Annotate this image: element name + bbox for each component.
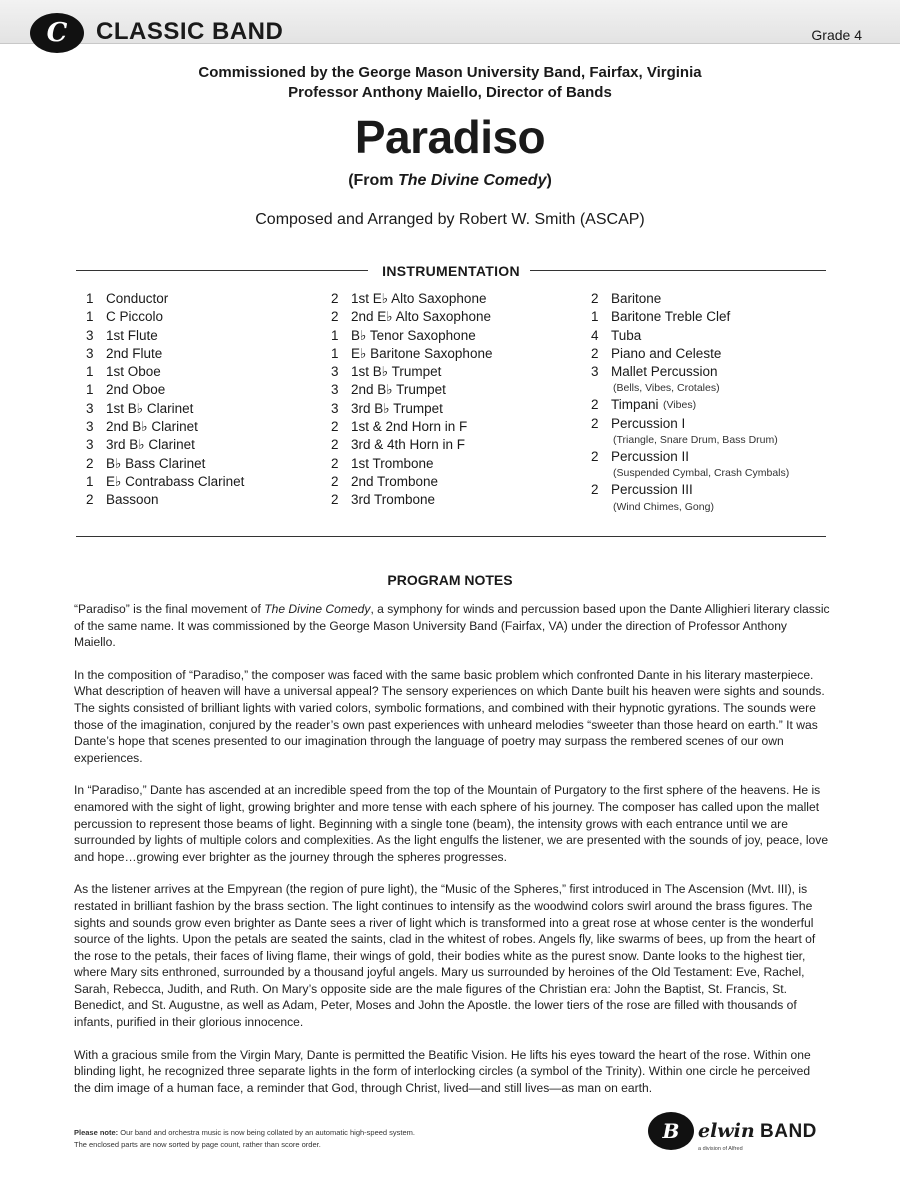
instrument-quantity: 2 (591, 415, 599, 431)
instrument-name: Bassoon (106, 492, 159, 508)
instrument-quantity: 1 (86, 291, 94, 306)
instrument-quantity: 1 (331, 327, 339, 343)
belwin-band-word: BAND (760, 1121, 817, 1142)
classic-band-logo (30, 13, 84, 53)
instrument-row (331, 308, 561, 326)
footer-note-text-2: The enclosed parts are now sorted by page count, rather than score order. (74, 1140, 321, 1149)
logo-letter: C (46, 18, 68, 48)
program-notes (74, 601, 830, 1112)
instrument-quantity: 3 (331, 400, 339, 416)
header-bar (0, 0, 900, 58)
notes-p1-text-b: , a symphony for winds and percussion based upon the Dante Allighieri literary classic of the same name. It was commissioned by the George Mason University Band (Fairfax, VA) under the direction of Professor Anthony Maiello. (74, 602, 830, 650)
instrument-row (591, 363, 831, 381)
instrument-quantity: 2 (591, 482, 599, 498)
instrument-name: 2nd Trombone (351, 473, 439, 489)
instrument-row (86, 290, 286, 308)
instrument-name: Mallet Percussion (611, 364, 718, 380)
instrument-name: 2nd B♭ Trumpet (351, 382, 446, 398)
instrumentation-divider (76, 263, 826, 277)
instrument-name: 2nd Oboe (106, 382, 166, 398)
instrument-quantity: 2 (331, 473, 339, 489)
instrument-row (591, 345, 831, 363)
footer-note-text-1: Our band and orchestra music is now being collated by an automatic high-speed system. (118, 1128, 416, 1137)
instrument-name: Percussion III (611, 482, 693, 498)
instrument-quantity: 2 (331, 309, 339, 325)
instrument-quantity: 1 (86, 382, 94, 398)
notes-paragraph-4: As the listener arrives at the Empyrean (the region of pure light), the “Music of the Spheres,” first introduced in The Ascension (Mvt. III), is restated in brilliant fashion by the brass section. The light continues to intensify as the woodwind colors swirl around the brass figures. The sights and sounds grow even brighter as Dante sees a river of light which is transformed into a great rose at whose center is the wonderful source of the lights. Upon the petals are seated the saints, clad in the whitest of robes. Angels fly, like swarms of bees, up from the heart of the rose to the petals, their faces of living flame, their wings of gold, their bodies white as the purest snow. Dante looks to the highest tier, where Mary sits enthroned, surrounded by a thousand joyful angels. Mary us surrounded by heroines of the Old Testament: Eve, Rachel, Sarah, Rebecca, Judith, and Ruth. On Mary’s opposite side are the male figures of the Christian era: John the Baptist, St. Francis, St. Benedict, and St. Augustne, as well as Adam, Peter, Moses and John the Apostle. the lower tiers of the rose are filled with thousands of infants, purified in their glorious innocence. (74, 882, 816, 1030)
subtitle-work: The Divine Comedy (397, 172, 547, 189)
notes-p1-italic: The Divine Comedy (264, 602, 371, 616)
instrument-row (331, 418, 561, 436)
commission-line-2: Professor Anthony Maiello, Director of Bands (288, 84, 612, 101)
instrument-quantity: 2 (591, 397, 599, 413)
instrumentation-bottom-rule (76, 536, 826, 537)
instrument-note: (Triangle, Snare Drum, Bass Drum) (613, 434, 778, 447)
notes-paragraph-1 (74, 601, 830, 651)
instrument-row (331, 381, 561, 399)
program-notes-heading: PROGRAM NOTES (387, 572, 513, 588)
instrument-quantity: 2 (591, 449, 599, 465)
instrumentation-column-2 (331, 290, 561, 510)
instrument-quantity: 1 (591, 309, 599, 325)
instrument-quantity: 2 (331, 437, 339, 453)
instrument-name: Conductor (106, 291, 169, 306)
instrument-quantity: 3 (331, 364, 339, 380)
instrument-row (591, 396, 831, 414)
instrument-quantity: 3 (86, 345, 94, 361)
notes-paragraph-2: In the composition of “Paradiso,” the composer was faced with the same basic problem which confronted Dante in his literary masterpiece. What description of heaven will have a universal appeal? The sensory experiences on which Dante built his heaven were sights and sounds. The sights consisted of brilliant lights with varied colors, symbolic formations, and combined with their hypnotic gyrations. The sounds were those of the imagination, conjured by the reader’s own past experiences with unheard melodies “sweeter than those heard on earth.” It was Dante’s hope that scenes presented to our imagination through the language of poetry may surpass the rembered scenes of our own experiences. (74, 667, 825, 765)
instrument-row (591, 308, 831, 326)
instrument-note: (Suspended Cymbal, Crash Cymbals) (613, 467, 790, 480)
instrument-row (591, 290, 831, 308)
footer-note (74, 1127, 554, 1151)
instrument-row (331, 473, 561, 491)
instrument-row (591, 481, 831, 499)
instrument-row (86, 473, 286, 491)
instrument-row (331, 400, 561, 418)
instrument-quantity: 2 (331, 455, 339, 471)
series-title: CLASSIC BAND (96, 18, 284, 45)
instrument-row (591, 448, 831, 466)
instrument-quantity: 2 (86, 455, 94, 471)
instrument-row (331, 436, 561, 454)
instrument-inline-note: (Vibes) (663, 399, 697, 412)
instrument-row (86, 363, 286, 381)
instrument-name: Baritone Treble Clef (611, 309, 731, 325)
instrument-name: Percussion I (611, 415, 686, 431)
instrument-quantity: 2 (331, 291, 339, 306)
belwin-logo-letter: B (662, 1119, 680, 1143)
instrument-row (591, 415, 831, 433)
commission-block (0, 63, 900, 103)
instrument-quantity: 3 (591, 364, 599, 380)
instrument-note: (Wind Chimes, Gong) (613, 500, 714, 513)
footer-note-label: Please note: (74, 1128, 119, 1137)
belwin-division-text: a division of Alfred (698, 1146, 743, 1152)
instrument-name: 1st E♭ Alto Saxophone (351, 291, 487, 306)
instrument-quantity: 1 (86, 473, 94, 489)
instrument-row (591, 327, 831, 345)
instrument-row (86, 455, 286, 473)
instrumentation-column-3 (591, 290, 831, 515)
instrument-name: 1st Trombone (351, 455, 434, 471)
instrument-quantity: 1 (331, 345, 339, 361)
subtitle-prefix: (From (348, 172, 398, 189)
instrument-quantity: 2 (331, 419, 339, 435)
instrument-row (86, 400, 286, 418)
instrument-name: 3rd B♭ Clarinet (106, 437, 195, 453)
instrument-quantity: 3 (86, 327, 94, 343)
belwin-band-logo (648, 1110, 838, 1160)
instrument-name: 1st B♭ Trumpet (351, 364, 442, 380)
instrument-quantity: 2 (591, 291, 599, 306)
instrument-name: B♭ Tenor Saxophone (351, 327, 476, 343)
subtitle (0, 172, 900, 190)
instrument-name: 2nd B♭ Clarinet (106, 419, 198, 435)
instrument-name: 1st Flute (106, 327, 158, 343)
instrument-row (86, 327, 286, 345)
instrument-row (331, 491, 561, 509)
instrument-row (331, 327, 561, 345)
instrument-name: 3rd Trombone (351, 492, 436, 508)
instrument-quantity: 2 (591, 345, 599, 361)
instrument-row (331, 345, 561, 363)
instrument-quantity: 3 (331, 382, 339, 398)
instrument-name: 2nd E♭ Alto Saxophone (351, 309, 491, 325)
instrument-quantity: 1 (86, 364, 94, 380)
subtitle-suffix: ) (546, 172, 552, 189)
instrument-name: 1st & 2nd Horn in F (351, 419, 468, 435)
instrument-name: 2nd Flute (106, 345, 163, 361)
instrument-quantity: 3 (86, 419, 94, 435)
instrument-row (86, 345, 286, 363)
instrument-name: 3rd B♭ Trumpet (351, 400, 443, 416)
commission-line-1: Commissioned by the George Mason University Band, Fairfax, Virginia (198, 64, 702, 81)
instrument-row (86, 381, 286, 399)
instrument-row (331, 455, 561, 473)
grade-label: Grade 4 (811, 27, 862, 43)
instrument-name: Timpani (611, 397, 659, 413)
instrument-row (86, 491, 286, 509)
instrument-quantity: 1 (86, 309, 94, 325)
notes-paragraph-5: With a gracious smile from the Virgin Mary, Dante is permitted the Beatific Vision. He lifts his eyes toward the heart of the rose. Within one blinding light, he recognized three separate lights in the form of interlocking circles (a symbol of the Trinity). Within one circle he perceived the dim image of a human face, a reminder that God, through Christ, lived—and still lives—as man on earth. (74, 1047, 811, 1095)
instrument-name: Tuba (611, 327, 642, 343)
belwin-wordmark: elwin (698, 1120, 755, 1142)
notes-paragraph-3: In “Paradiso,” Dante has ascended at an incredible speed from the top of the Mountain of Purgatory to the first sphere of the heavens. He is enamored with the sight of light, growing brighter and more tense with each sphere of his journey. The composer has called upon the mallet percussion to represent those beams of light. Beginning with a single tone (beam), the intensity grows with each entrance until we are surrounded by lights of multiple colors and complexities. As the light engulfs the listener, we are presented with the sounds of joy, peace, love and hope…growing ever brighter as the journey through the spheres progresses. (74, 783, 829, 864)
belwin-logo-mark (648, 1112, 694, 1150)
page-title: Paradiso (354, 111, 546, 163)
instrument-name: Percussion II (611, 449, 690, 465)
instrument-quantity: 2 (86, 492, 94, 508)
instrument-note: (Bells, Vibes, Crotales) (613, 382, 720, 395)
instrument-name: B♭ Bass Clarinet (106, 455, 206, 471)
instrument-row (86, 436, 286, 454)
instrument-row (331, 290, 561, 308)
notes-p1-text-a: “Paradiso” is the final movement of (74, 602, 265, 616)
instrument-name: Baritone (611, 291, 662, 306)
instrument-name: 1st Oboe (106, 364, 161, 380)
instrument-name: C Piccolo (106, 309, 164, 325)
instrument-row (86, 418, 286, 436)
instrument-name: E♭ Contrabass Clarinet (106, 473, 245, 489)
instrument-quantity: 3 (86, 400, 94, 416)
instrumentation-column-1 (86, 290, 286, 510)
instrument-quantity: 4 (591, 327, 599, 343)
instrument-name: 1st B♭ Clarinet (106, 400, 194, 416)
instrument-name: E♭ Baritone Saxophone (351, 345, 493, 361)
instrument-row (86, 308, 286, 326)
composer-credit: Composed and Arranged by Robert W. Smith (ASCAP) (255, 211, 645, 228)
instrumentation-heading: INSTRUMENTATION (372, 263, 530, 279)
instrument-name: 3rd & 4th Horn in F (351, 437, 466, 453)
instrument-row (331, 363, 561, 381)
instrument-quantity: 2 (331, 492, 339, 508)
instrument-quantity: 3 (86, 437, 94, 453)
instrument-name: Piano and Celeste (611, 345, 722, 361)
